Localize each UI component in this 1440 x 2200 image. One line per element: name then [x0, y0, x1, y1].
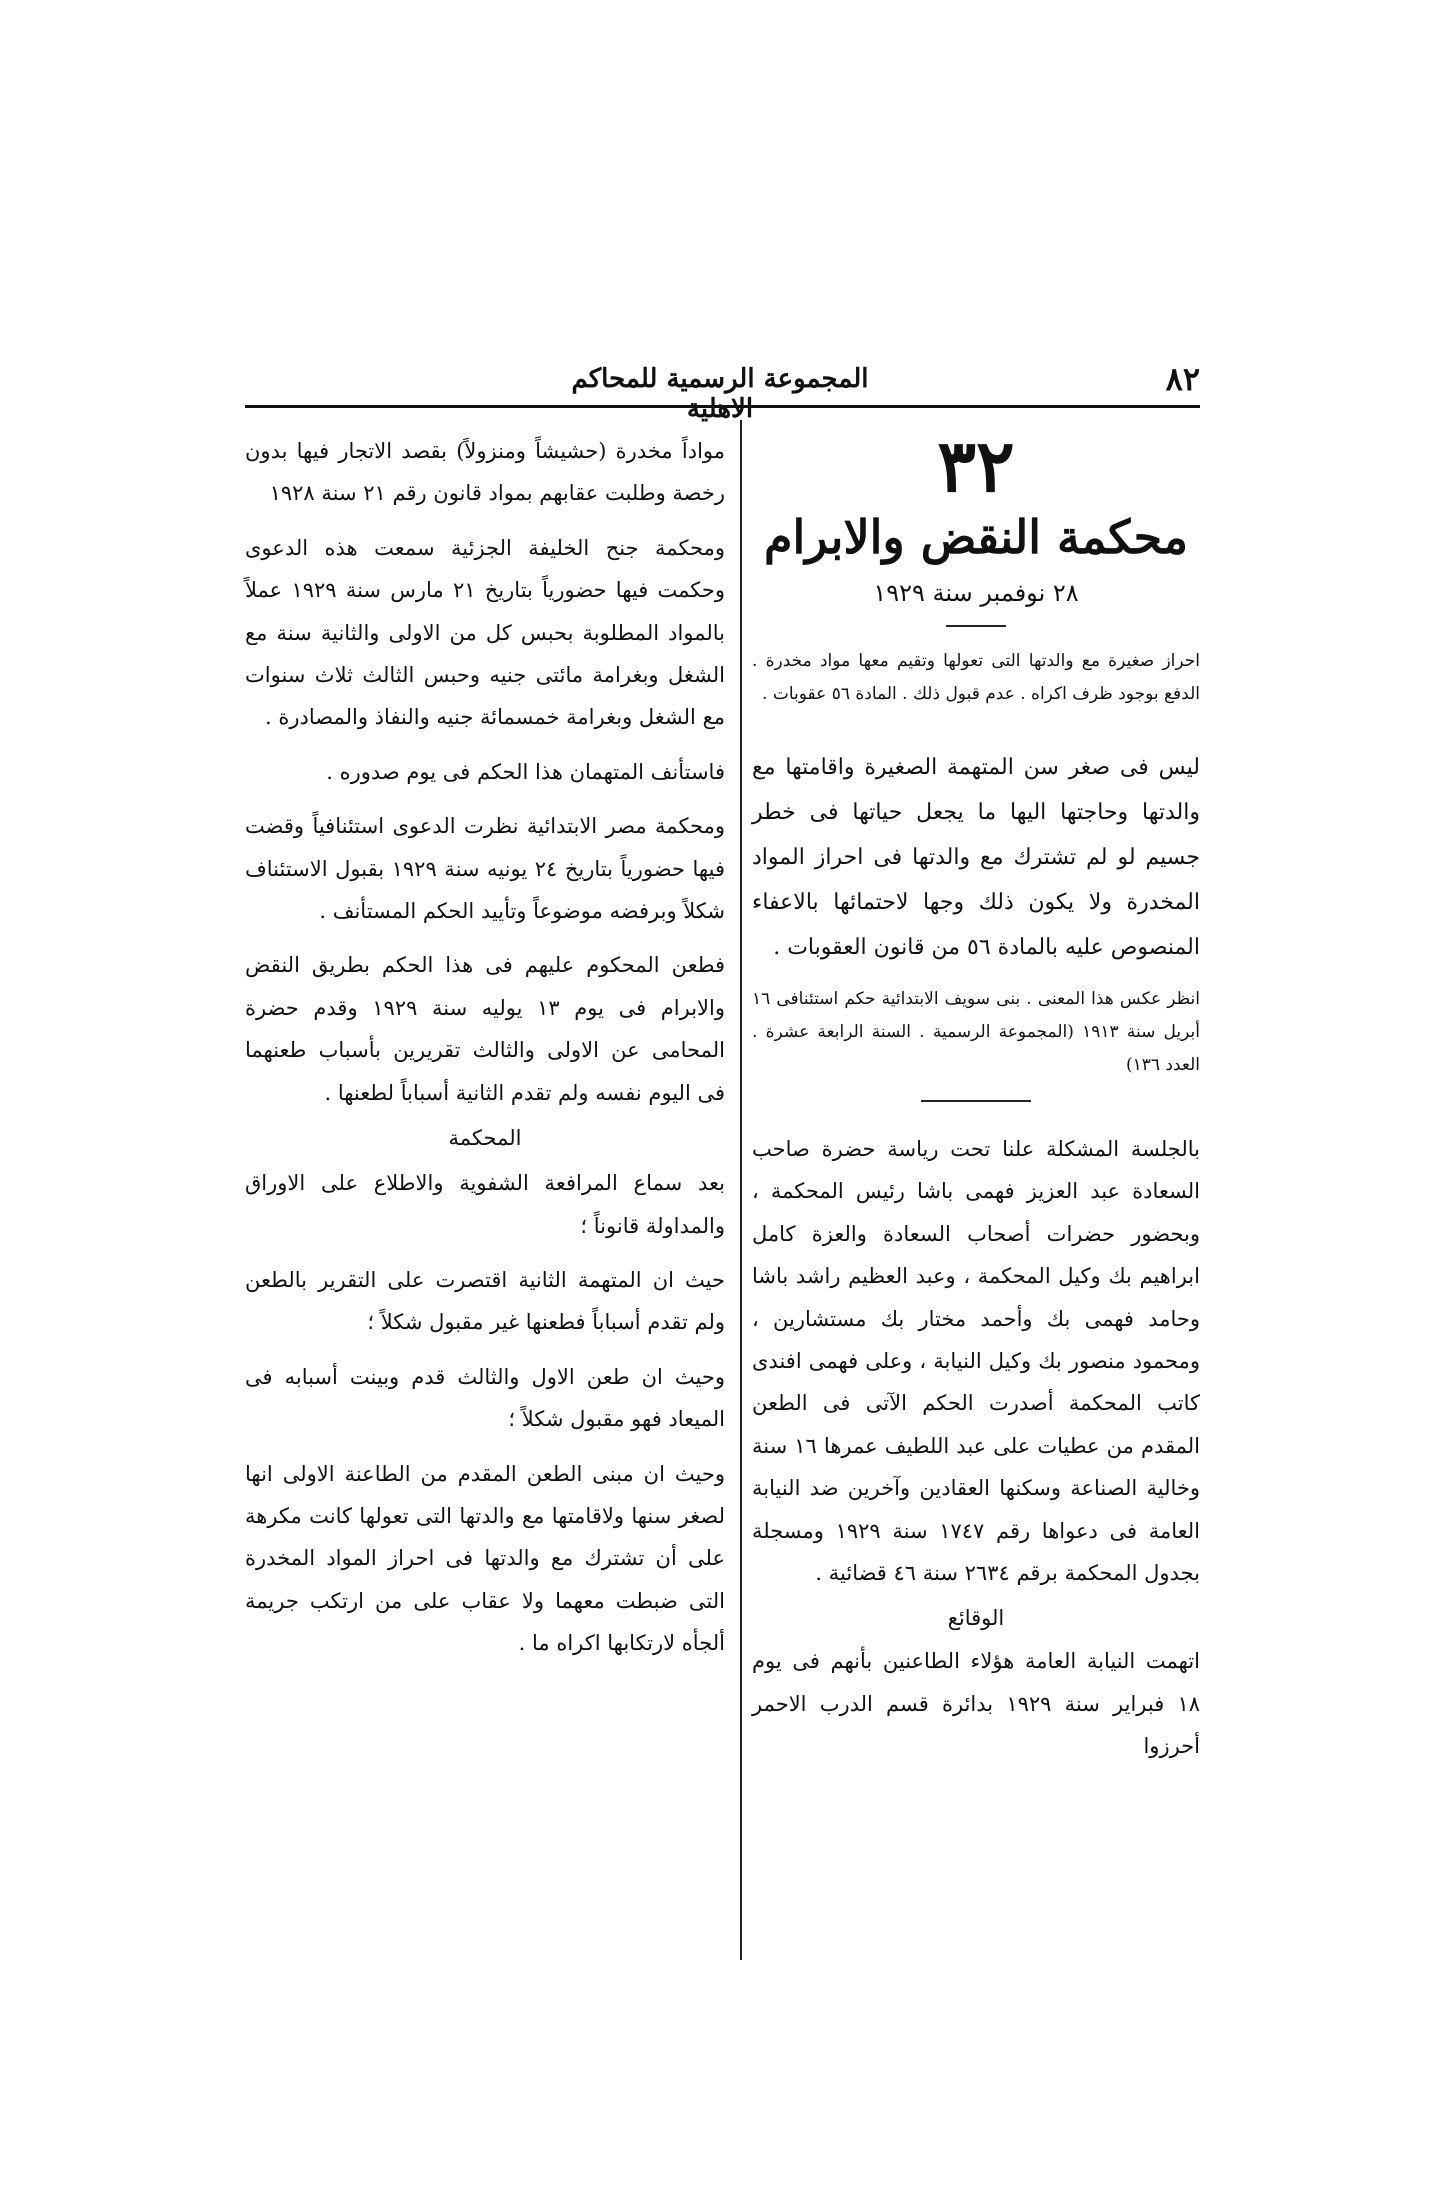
court-heading: المحكمة: [448, 1126, 522, 1151]
facts-paragraph: اتهمت النيابة العامة هؤلاء الطاعنين بأنهم فى يوم ١٨ فبراير سنة ١٩٢٩ بدائرة قسم الدرب الاحمر أحرزوا: [752, 1649, 1200, 1759]
ruling-paragraph: وحيث ان مبنى الطعن المقدم من الطاعنة الاولى انها لصغر سنها ولاقامتها مع والدتها التى تعولها كانت مكرهة على أن تشترك مع والدتها فى احراز المواد المخدرة التى ضبطت معهما ولا عقاب على من ارتكب جريمة ألجأه لارتكابها اكراه ما .: [245, 1461, 725, 1656]
running-header: [240, 360, 1200, 424]
reference-note: انظر عكس هذا المعنى . بنى سويف الابتدائية حكم استئنافى ١٦ أبريل سنة ١٩١٣ (المجموعة الرسمية . السنة الرابعة عشرة . العدد ١٣٦): [752, 988, 1200, 1075]
case-summary: احراز صغيرة مع والدتها التى تعولها وتقيم معها مواد مخدرة . الدفع بوجود ظرف اكراه . عدم قبول ذلك . المادة ٥٦ عقوبات .: [752, 650, 1200, 704]
left-column: [245, 430, 725, 1677]
right-column: [752, 420, 1200, 1780]
body-paragraph: مواداً مخدرة (حشيشاً ومنزولاً) بقصد الاتجار فيها بدون رخصة وطلبت عقابهم بمواد قانون رقم ٢١ سنة ١٩٢٨: [245, 439, 725, 506]
facts-heading: الوقائع: [947, 1606, 1005, 1631]
page-number: ٨٢: [1165, 360, 1200, 398]
ruling-paragraph: بعد سماع المرافعة الشفوية والاطلاع على الاوراق والمداولة قانوناً ؛: [245, 1171, 725, 1238]
header-rule: [245, 405, 1200, 408]
session-paragraph: بالجلسة المشكلة علنا تحت رياسة حضرة صاحب السعادة عبد العزيز فهمى باشا رئيس المحكمة ، وبحضور حضرات أصحاب السعادة والعزة كامل ابراهيم بك وكيل المحكمة ، وعبد العظيم راشد باشا وحامد فهمى بك وأحمد مختار بك مستشارين ، ومحمود منصور بك وكيل النيابة ، وعلى فهمى افندى كاتب المحكمة أصدرت الحكم الآتى فى الطعن المقدم من عطيات على عبد اللطيف عمرها ١٦ سنة وخالية الصناعة وسكنها العقادين وآخرين ضد النيابة العامة فى دعواها رقم ١٧٤٧ سنة ١٩٢٩ ومسجلة بجدول المحكمة برقم ٢٦٣٤ سنة ٤٦ قضائية .: [752, 1136, 1200, 1586]
body-paragraph: ومحكمة جنح الخليفة الجزئية سمعت هذه الدعوى وحكمت فيها حضورياً بتاريخ ٢١ مارس سنة ١٩٢٩ عملاً بالمواد المطلوبة بحبس كل من الاولى والثانية سنة مع الشغل وبغرامة مائتى جنيه وحبس الثالث ثلاث سنوات مع الشغل وبغرامة خمسمائة جنيه والنفاذ والمصادرة .: [245, 535, 725, 730]
ruling-paragraph: وحيث ان طعن الاول والثالث قدم وبينت أسبابه فى الميعاد فهو مقبول شكلاً ؛: [245, 1364, 725, 1432]
case-number: ٣٢: [937, 423, 1015, 508]
body-paragraph: ومحكمة مصر الابتدائية نظرت الدعوى استئنافياً وقضت فيها حضورياً بتاريخ ٢٤ يونيه سنة ١٩٢٩ بقبول الاستئناف شكلاً وبرفضه موضوعاً وتأييد الحكم المستأنف .: [245, 814, 725, 924]
body-paragraph: فاستأنف المتهمان هذا الحكم فى يوم صدوره .: [326, 759, 725, 784]
legal-principle: ليس فى صغر سن المتهمة الصغيرة واقامتها مع والدتها وحاجتها اليها ما يجعل حياتها فى خطر جسيم لو لم تشترك مع والدتها فى احراز المواد المخدرة ولا يكون ذلك وجها لاحتمائها بالاعفاء المنصوص عليه بالمادة ٥٦ من قانون العقوبات .: [752, 755, 1200, 961]
header-title: المجموعة الرسمية للمحاكم الاهلية: [571, 364, 869, 424]
divider: [921, 1100, 1031, 1102]
ruling-paragraph: حيث ان المتهمة الثانية اقتصرت على التقرير بالطعن ولم تقدم أسباباً فطعنها غير مقبول شكلاً ؛: [245, 1267, 725, 1335]
court-name: محكمة النقض والابرام: [764, 509, 1188, 564]
decision-date: ٢٨ نوفمبر سنة ١٩٢٩: [873, 578, 1079, 607]
column-divider: [740, 420, 742, 1960]
divider: [946, 625, 1006, 627]
body-paragraph: فطعن المحكوم عليهم فى هذا الحكم بطريق النقض والابرام فى يوم ١٣ يوليه سنة ١٩٢٩ وقدم حضرة المحامى عن الاولى والثالث تقريرين بأسباب طعنهما فى اليوم نفسه ولم تقدم الثانية أسباباً لطعنها .: [245, 953, 725, 1105]
